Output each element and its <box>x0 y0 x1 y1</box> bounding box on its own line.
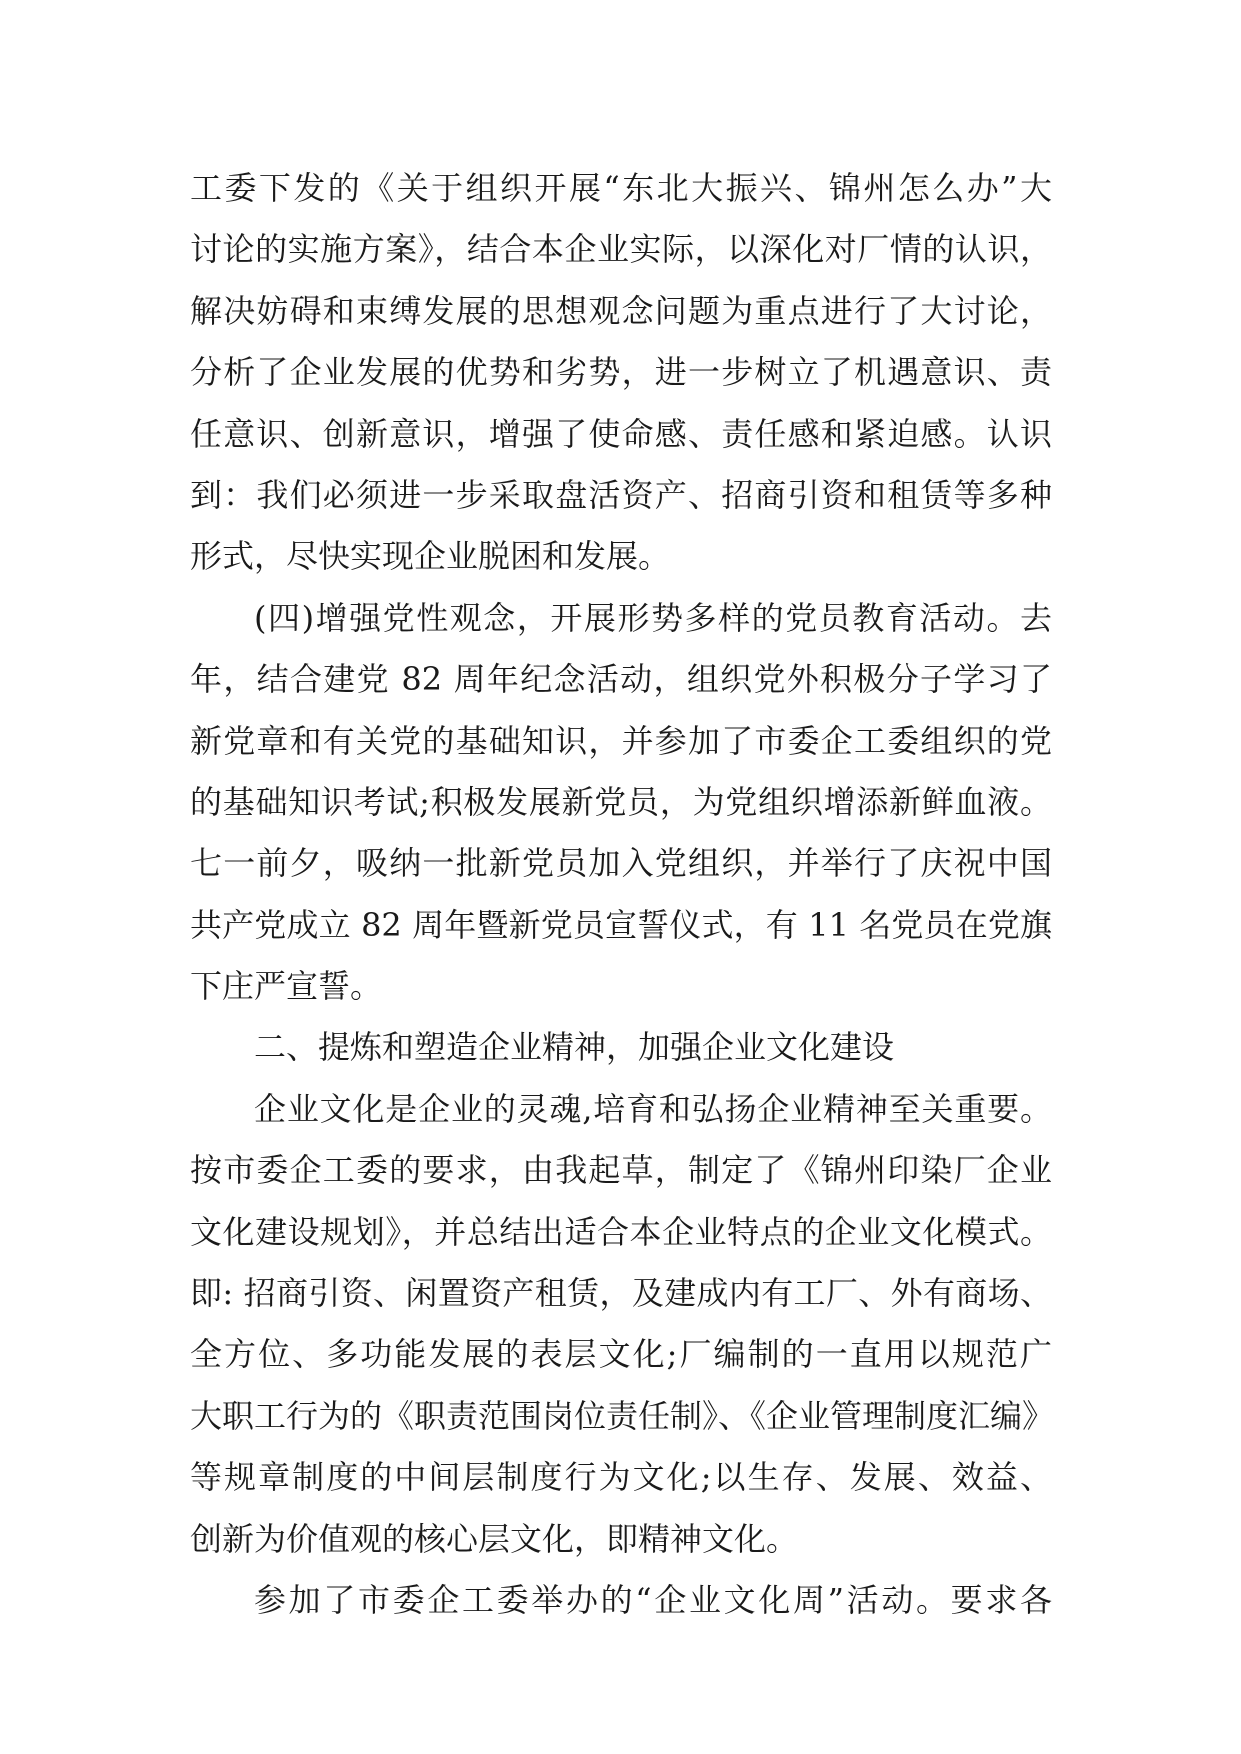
text-line: 文化建设规划》，并总结出适合本企业特点的企业文化模式。 <box>190 1212 1052 1251</box>
text-line: 下庄严宣誓。 <box>190 967 383 1006</box>
text-line: 大职工行为的《职责范围岗位责任制》、《企业管理制度汇编》 <box>190 1396 1055 1435</box>
text-line: 讨论的实施方案》，结合本企业实际，以深化对厂情的认识， <box>190 230 1052 269</box>
text-line: 参加了市委企工委举办的“企业文化周”活动。要求各 <box>254 1580 1052 1619</box>
text-line: 共产党成立 82 周年暨新党员宣誓仪式，有 11 名党员在党旗 <box>190 905 1052 944</box>
text-line: 等规章制度的中间层制度行为文化;以生存、发展、效益、 <box>190 1458 1052 1497</box>
text-line: 任意识、创新意识，增强了使命感、责任感和紧迫感。认识 <box>190 414 1052 453</box>
section-heading: (四)增强党性观念，开展形势多样的党员教育活动。去 <box>254 598 1052 637</box>
text-line: 七一前夕，吸纳一批新党员加入党组织，并举行了庆祝中国 <box>190 844 1052 883</box>
text-line: 即: 招商引资、闲置资产租赁，及建成内有工厂、外有商场、 <box>190 1274 1052 1313</box>
text-line: 全方位、多功能发展的表层文化;厂编制的一直用以规范广 <box>190 1335 1052 1374</box>
text-line: 解决妨碍和束缚发展的思想观念问题为重点进行了大讨论， <box>190 291 1052 330</box>
body-text <box>190 158 1055 1631</box>
text-line: 形式，尽快实现企业脱困和发展。 <box>190 537 671 576</box>
text-line: 新党章和有关党的基础知识，并参加了市委企工委组织的党 <box>190 721 1052 760</box>
text-line: 到：我们必须进一步采取盘活资产、招商引资和租赁等多种 <box>190 475 1052 514</box>
text-line: 创新为价值观的核心层文化，即精神文化。 <box>190 1519 799 1558</box>
text-line: 按市委企工委的要求，由我起草，制定了《锦州印染厂企业 <box>190 1151 1052 1190</box>
text-line: 企业文化是企业的灵魂,培育和弘扬企业精神至关重要。 <box>254 1089 1052 1128</box>
text-line: 的基础知识考试;积极发展新党员，为党组织增添新鲜血液。 <box>190 782 1052 821</box>
text-line: 工委下发的《关于组织开展“东北大振兴、锦州怎么办”大 <box>190 169 1052 207</box>
section-heading: 二、提炼和塑造企业精神，加强企业文化建设 <box>254 1028 895 1067</box>
text-line: 年，结合建党 82 周年纪念活动，组织党外积极分子学习了 <box>190 660 1052 699</box>
text-line: 分析了企业发展的优势和劣势，进一步树立了机遇意识、责 <box>190 353 1052 392</box>
